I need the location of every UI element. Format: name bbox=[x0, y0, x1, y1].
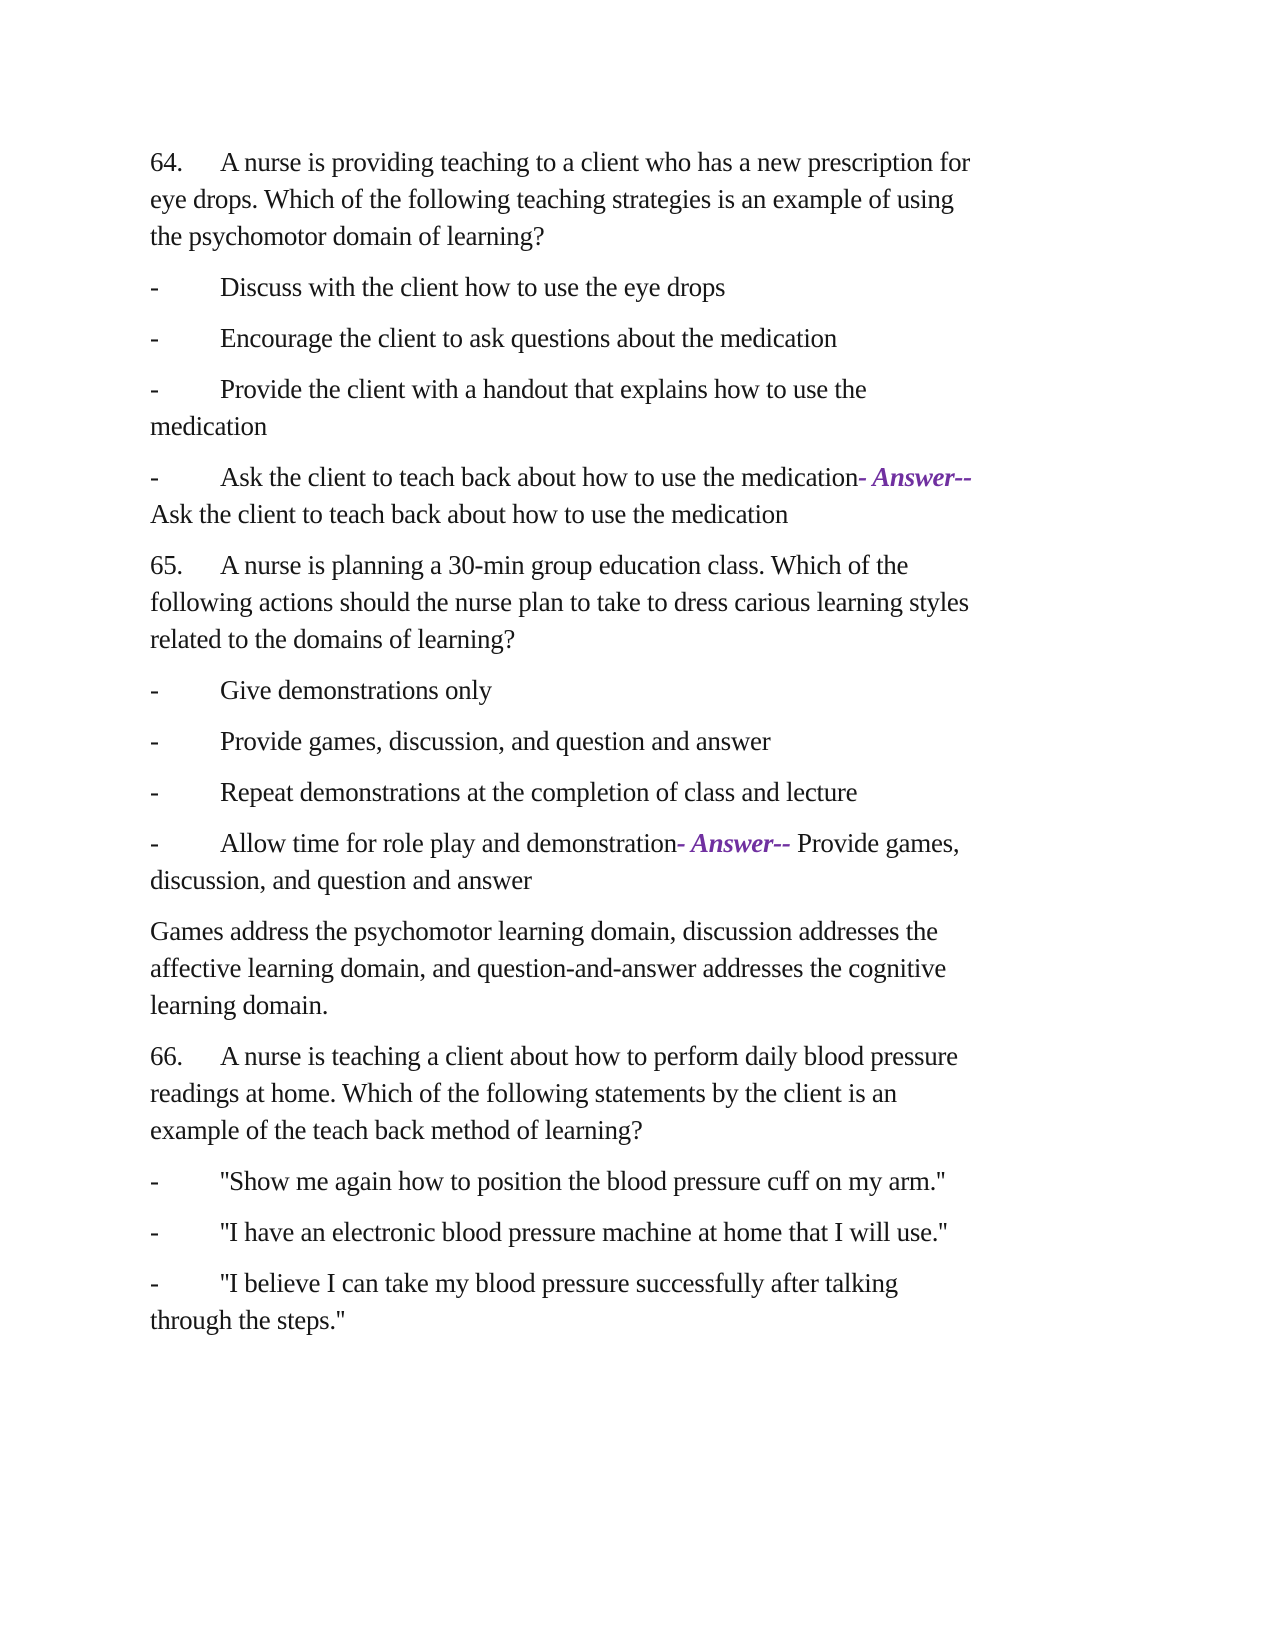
option-text: ''Show me again how to position the blood pressure cuff on my arm.'' bbox=[220, 1166, 946, 1196]
option-item bbox=[150, 1163, 1175, 1200]
question-number: 64. bbox=[150, 147, 183, 177]
option-line bbox=[150, 825, 1175, 862]
question-number: 65. bbox=[150, 550, 183, 580]
bullet-dash: - bbox=[150, 462, 159, 492]
option-item bbox=[150, 672, 1175, 709]
answer-repeat-line: Ask the client to teach back about how to use the medication bbox=[150, 499, 789, 529]
option-text: ''I have an electronic blood pressure machine at home that I will use.'' bbox=[220, 1217, 948, 1247]
option-text: Encourage the client to ask questions about the medication bbox=[220, 323, 837, 353]
option-item bbox=[150, 320, 1175, 357]
question-number: 66. bbox=[150, 1041, 183, 1071]
question-64 bbox=[150, 144, 1175, 255]
option-line bbox=[150, 320, 1175, 357]
question-text-line: the psychomotor domain of learning? bbox=[150, 221, 545, 251]
explanation-line: learning domain. bbox=[150, 990, 329, 1020]
question-text-line: eye drops. Which of the following teaching strategies is an example of using bbox=[150, 184, 954, 214]
question-text-line: A nurse is planning a 30-min group education class. Which of the bbox=[220, 550, 909, 580]
option-text: Repeat demonstrations at the completion of class and lecture bbox=[220, 777, 858, 807]
bullet-dash: - bbox=[150, 272, 159, 302]
bullet-dash: - bbox=[150, 777, 159, 807]
option-item bbox=[150, 371, 1175, 445]
question-text-line: example of the teach back method of learning? bbox=[150, 1115, 643, 1145]
question-text-line: related to the domains of learning? bbox=[150, 624, 516, 654]
option-text: Give demonstrations only bbox=[220, 675, 492, 705]
option-line bbox=[150, 1163, 1175, 1200]
bullet-dash: - bbox=[150, 828, 159, 858]
option-continuation-line: through the steps.'' bbox=[150, 1305, 345, 1335]
option-line bbox=[150, 269, 1175, 306]
option-item bbox=[150, 1265, 1175, 1339]
option-line bbox=[150, 774, 1175, 811]
answer-label: - Answer-- bbox=[676, 828, 791, 858]
option-text: Ask the client to teach back about how to use the medication bbox=[220, 462, 859, 492]
option-line bbox=[150, 371, 1175, 408]
option-line bbox=[150, 723, 1175, 760]
question-65 bbox=[150, 547, 1175, 658]
bullet-dash: - bbox=[150, 1268, 159, 1298]
option-line bbox=[150, 672, 1175, 709]
question-text-line: readings at home. Which of the following statements by the client is an bbox=[150, 1078, 897, 1108]
answer-label: - Answer-- bbox=[858, 462, 972, 492]
explanation-line: affective learning domain, and question-and-answer addresses the cognitive bbox=[150, 953, 947, 983]
bullet-dash: - bbox=[150, 1166, 159, 1196]
option-line bbox=[150, 459, 1175, 496]
bullet-dash: - bbox=[150, 726, 159, 756]
option-text: ''I believe I can take my blood pressure successfully after talking bbox=[220, 1268, 898, 1298]
question-first-line bbox=[150, 547, 1175, 584]
question-first-line bbox=[150, 1038, 1175, 1075]
bullet-dash: - bbox=[150, 675, 159, 705]
option-text: Provide games, discussion, and question and answer bbox=[220, 726, 771, 756]
option-item bbox=[150, 269, 1175, 306]
bullet-dash: - bbox=[150, 323, 159, 353]
explanation-paragraph bbox=[150, 913, 1175, 1024]
option-line bbox=[150, 1265, 1175, 1302]
question-text-line: A nurse is providing teaching to a client who has a new prescription for bbox=[220, 147, 970, 177]
option-item-answer bbox=[150, 825, 1175, 899]
option-text: Provide the client with a handout that explains how to use the bbox=[220, 374, 867, 404]
option-item bbox=[150, 774, 1175, 811]
question-text-line: A nurse is teaching a client about how to perform daily blood pressure bbox=[220, 1041, 958, 1071]
answer-repeat-text: Provide games, bbox=[790, 828, 960, 858]
explanation-line: Games address the psychomotor learning domain, discussion addresses the bbox=[150, 916, 938, 946]
option-line bbox=[150, 1214, 1175, 1251]
question-66 bbox=[150, 1038, 1175, 1149]
option-text: Discuss with the client how to use the eye drops bbox=[220, 272, 726, 302]
option-item-answer bbox=[150, 459, 1175, 533]
answer-repeat-line: discussion, and question and answer bbox=[150, 865, 532, 895]
option-item bbox=[150, 723, 1175, 760]
question-first-line bbox=[150, 144, 1175, 181]
option-continuation-line: medication bbox=[150, 411, 267, 441]
bullet-dash: - bbox=[150, 374, 159, 404]
bullet-dash: - bbox=[150, 1217, 159, 1247]
option-text: Allow time for role play and demonstration bbox=[220, 828, 677, 858]
question-text-line: following actions should the nurse plan to take to dress carious learning styles bbox=[150, 587, 969, 617]
option-item bbox=[150, 1214, 1175, 1251]
